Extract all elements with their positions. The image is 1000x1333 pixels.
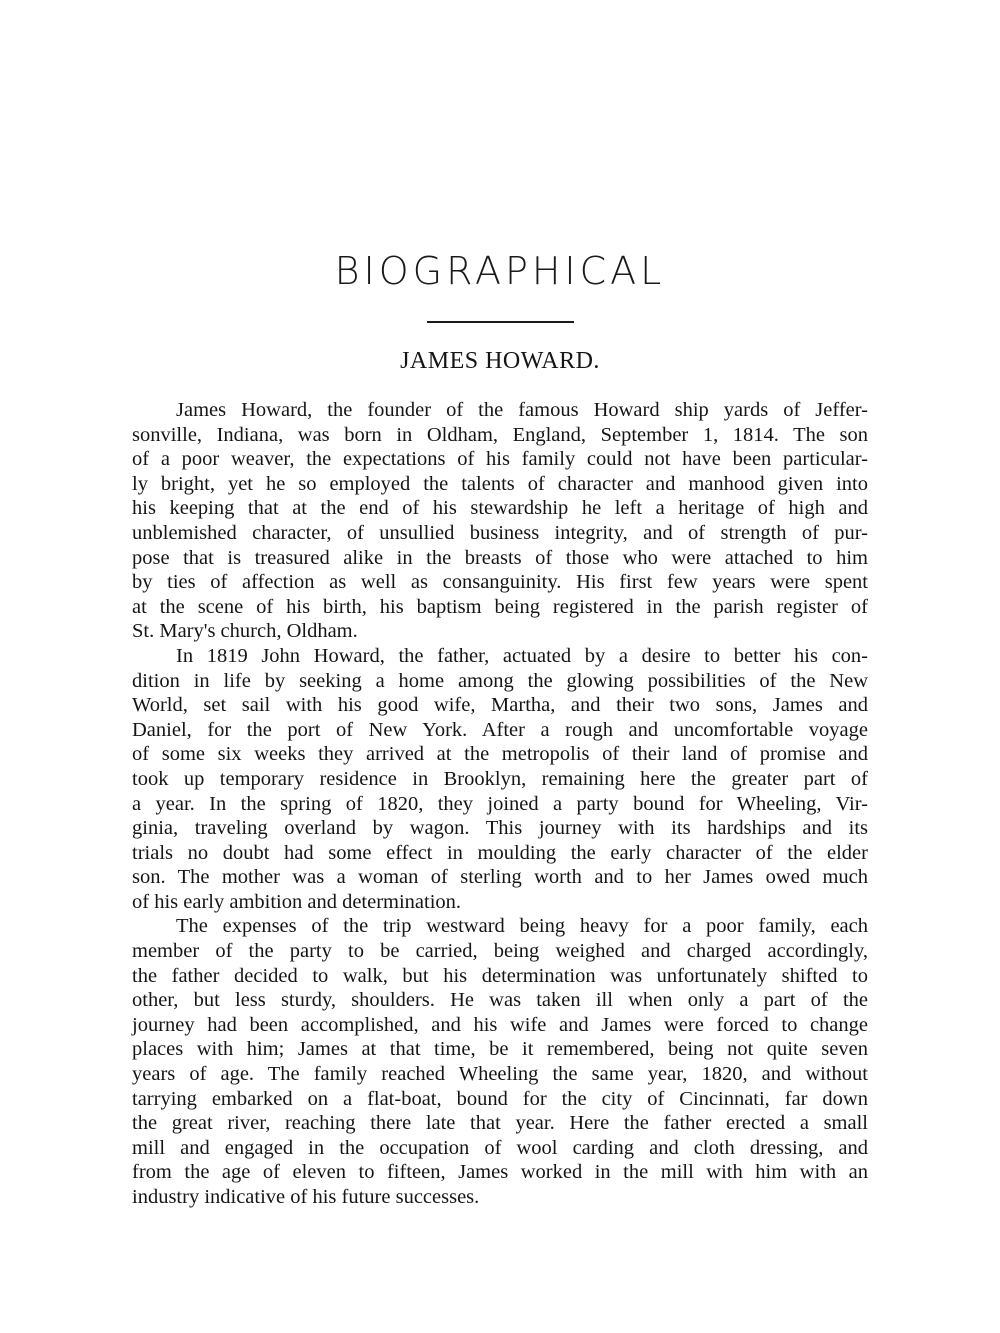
text-line: James Howard, the founder of the famous Howard ship yards of Jeffer- bbox=[176, 399, 868, 421]
text-line: other, but less sturdy, shoulders. He was taken ill when only a part of the bbox=[132, 989, 868, 1012]
text-line: of a poor weaver, the expectations of his family could not have been particular- bbox=[132, 448, 868, 471]
text-line: member of the party to be carried, being weighed and charged accordingly, bbox=[132, 940, 868, 963]
text-line: The expenses of the trip westward being heavy for a poor family, each bbox=[176, 915, 868, 938]
paragraph bbox=[132, 398, 868, 644]
text-line: tarrying embarked on a flat-boat, bound for the city of Cincinnati, far down bbox=[132, 1087, 868, 1110]
text-line: In 1819 John Howard, the father, actuated by a desire to better his con- bbox=[176, 644, 868, 667]
text-line: son. The mother was a woman of sterling worth and to her James owed much bbox=[132, 866, 868, 889]
text-line: from the age of eleven to fifteen, James worked in the mill with him with an bbox=[132, 1161, 868, 1184]
body-text bbox=[132, 398, 868, 1210]
text-line: of some six weeks they arrived at the metropolis of their land of promise and bbox=[132, 743, 868, 766]
text-line: trials no doubt had some effect in moulding the early character of the elder bbox=[132, 841, 868, 864]
text-line: World, set sail with his good wife, Martha, and their two sons, James and bbox=[132, 694, 868, 717]
text-line: Daniel, for the port of New York. After a rough and uncomfortable voyage bbox=[132, 718, 868, 741]
text-line: took up temporary residence in Brooklyn, remaining here the greater part of bbox=[132, 767, 868, 790]
text-line: by ties of affection as well as consanguinity. His first few years were spent bbox=[132, 571, 868, 594]
paragraph bbox=[132, 914, 868, 1209]
text-line: dition in life by seeking a home among the glowing possibilities of the New bbox=[132, 669, 868, 692]
title-divider-rule bbox=[427, 321, 574, 323]
text-line: pose that is treasured alike in the breasts of those who were attached to him bbox=[132, 546, 868, 569]
text-line: St. Mary's church, Oldham. bbox=[132, 620, 358, 643]
text-line: sonville, Indiana, was born in Oldham, England, September 1, 1814. The son bbox=[132, 423, 868, 446]
text-line: places with him; James at that time, be it remembered, being not quite seven bbox=[132, 1038, 868, 1061]
text-line: a year. In the spring of 1820, they joined a party bound for Wheeling, Vir- bbox=[132, 792, 868, 815]
text-line: ginia, traveling overland by wagon. This journey with its hardships and its bbox=[132, 817, 868, 840]
section-title: BIOGRAPHICAL bbox=[334, 249, 666, 293]
text-line: the father decided to walk, but his determination was unfortunately shifted to bbox=[132, 964, 868, 987]
text-line: his keeping that at the end of his stewardship he left a heritage of high and bbox=[132, 497, 868, 520]
subject-heading: JAMES HOWARD. bbox=[400, 348, 600, 374]
text-line: mill and engaged in the occupation of wool carding and cloth dressing, and bbox=[132, 1136, 868, 1159]
text-line: years of age. The family reached Wheeling the same year, 1820, and without bbox=[132, 1063, 868, 1086]
text-line: at the scene of his birth, his baptism being registered in the parish register of bbox=[132, 595, 868, 618]
paragraph bbox=[132, 644, 868, 915]
text-line: unblemished character, of unsullied business integrity, and of strength of pur- bbox=[132, 521, 868, 544]
text-line: ly bright, yet he so employed the talents of character and manhood given into bbox=[132, 472, 868, 495]
text-line: of his early ambition and determination. bbox=[132, 890, 462, 913]
text-line: journey had been accomplished, and his wife and James were forced to change bbox=[132, 1013, 868, 1036]
text-line: the great river, reaching there late that year. Here the father erected a small bbox=[132, 1112, 868, 1135]
text-line: industry indicative of his future successes. bbox=[132, 1186, 480, 1208]
